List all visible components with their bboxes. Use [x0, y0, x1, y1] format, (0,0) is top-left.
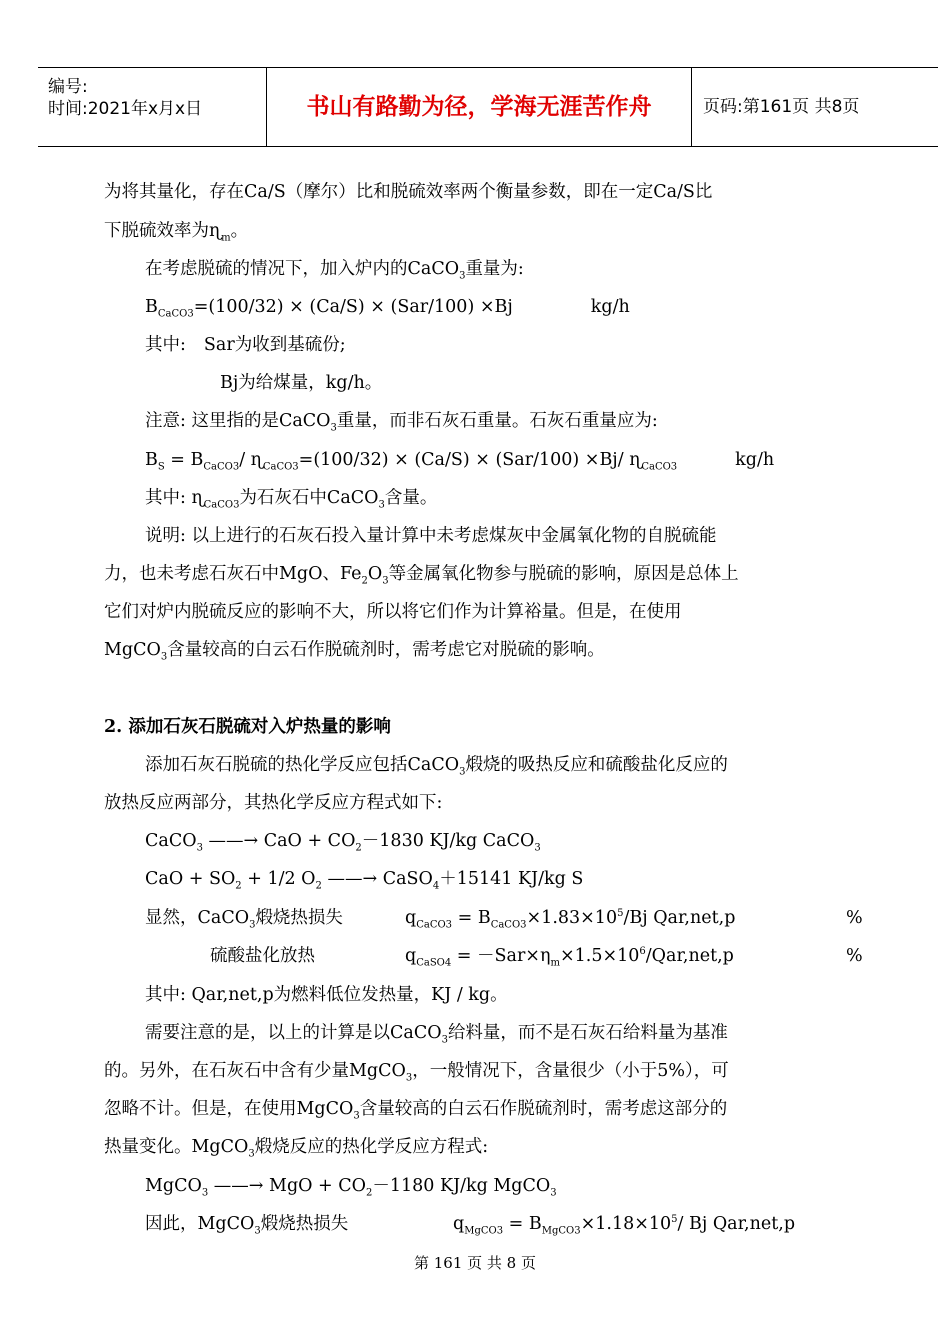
formula-line: 硫酸盐化放热: [210, 946, 315, 966]
formula-line: $B_{CaCO3}=(100/32) \times (Ca/S) \times (Sar/100) \times Bj$ kg/h: [145, 297, 630, 320]
page-header: [38, 67, 938, 147]
text-line: 说明: 以上进行的石灰石投入量计算中未考虑煤灰中金属氧化物的自脱硫能: [145, 526, 717, 546]
text-line: 其中: Sar为收到基硫份;: [145, 335, 346, 355]
text-line: 放热反应两部分，其热化学反应方程式如下:: [104, 793, 443, 813]
formula-line: $q_{CaSO4} = -Sar\times\eta_m\times 1.5\times 10^6/Qar,net,p$: [405, 946, 734, 969]
text-line: 其中: ɳ$_{CaCO3}$为石灰石中CaCO$_3$含量。: [145, 488, 438, 511]
formula-line: $q_{CaCO3} = B_{CaCO3}\times 1.83\times 10^5/Bj$ Qar,net,p: [405, 908, 736, 931]
text-line: 它们对炉内脱硫反应的影响不大，所以将它们作为计算裕量。但是，在使用: [104, 602, 682, 622]
text-line: 注意: 这里指的是CaCO$_3$重量，而非石灰石重量。石灰石重量应为:: [145, 411, 658, 434]
text-line: 的。另外，在石灰石中含有少量MgCO$_3$，一般情况下，含量很少（小于5%），可: [104, 1061, 729, 1084]
text-line: 下脱硫效率为ɳ$_m$。: [104, 221, 249, 244]
formula-line: $B_S = B_{CaCO3}/$ ɳ$_{CaCO3}$=(100/32) × (Ca/S) × (Sar/100) ×Bj/ ɳ$_{CaCO3}$ kg/h: [145, 450, 775, 473]
unit-label: %: [846, 946, 863, 966]
formula-line: 因此，MgCO$_3$煅烧热损失: [145, 1214, 349, 1237]
text-line: 其中: Qar,net,p为燃料低位发热量，KJ / kg。: [145, 985, 508, 1005]
page-footer: 第 161 页 共 8 页: [413, 1254, 536, 1272]
header-meta: [38, 68, 267, 146]
header-page-info: 页码:第161页 共8页: [703, 97, 860, 117]
header-slogan: 书山有路勤为径，学海无涯苦作舟: [267, 68, 692, 146]
text-line: 为将其量化，存在Ca/S（摩尔）比和脱硫效率两个衡量参数，即在一定Ca/S比: [104, 182, 713, 202]
text-line: 需要注意的是，以上的计算是以CaCO$_3$给料量，而不是石灰石给料量为基准: [145, 1023, 728, 1046]
text-line: 热量变化。MgCO$_3$煅烧反应的热化学反应方程式:: [104, 1137, 489, 1160]
unit-label: %: [846, 908, 863, 928]
number-label: 编号:: [48, 77, 88, 97]
equation-line: MgCO$_3$ ——→ MgO + $CO_2-1180$ KJ/kg MgCO$_3$: [145, 1176, 557, 1199]
formula-line: $q_{MgCO3} = B_{MgCO3}\times 1.18\times 10^5/$ Bj Qar,net,p: [453, 1214, 796, 1237]
text-line: 忽略不计。但是，在使用MgCO$_3$含量较高的白云石作脱硫剂时，需考虑这部分的: [104, 1099, 728, 1122]
text-line: 力，也未考虑石灰石中MgO、$Fe_2O_3$等金属氧化物参与脱硫的影响，原因是总体上: [104, 564, 739, 587]
section-heading: 2. 添加石灰石脱硫对入炉热量的影响: [104, 717, 391, 737]
equation-line: CaO + $SO_2 + 1/2$ $O_2$ ——→ CaSO$_4$＋15141 KJ/kg S: [145, 869, 584, 892]
text-line: Bj为给煤量，kg/h。: [220, 373, 383, 393]
equation-line: CaCO$_3$ ——→ CaO + $CO_2-1830$ KJ/kg CaCO$_3$: [145, 831, 541, 854]
time-label: 时间:2021年x月x日: [48, 99, 203, 119]
text-line: 在考虑脱硫的情况下，加入炉内的CaCO$_3$重量为:: [145, 259, 524, 282]
formula-line: 显然，CaCO$_3$煅烧热损失: [145, 908, 343, 931]
text-line: 添加石灰石脱硫的热化学反应包括CaCO$_3$煅烧的吸热反应和硫酸盐化反应的: [145, 755, 728, 778]
text-line: MgCO$_3$含量较高的白云石作脱硫剂时，需考虑它对脱硫的影响。: [104, 640, 605, 663]
